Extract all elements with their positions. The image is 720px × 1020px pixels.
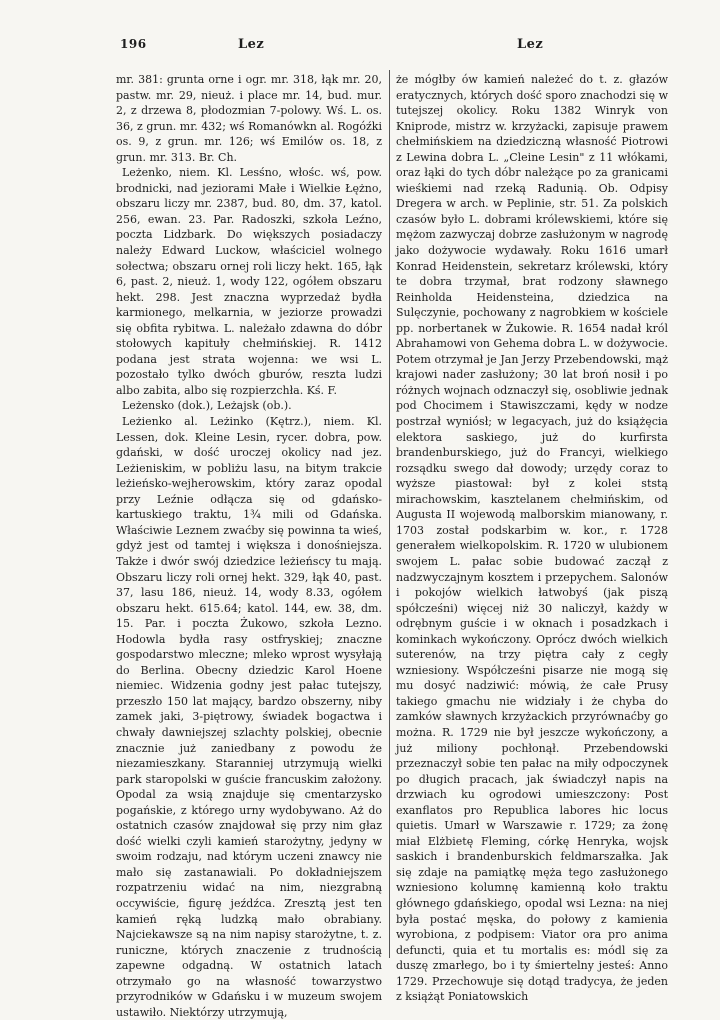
column-rule	[389, 70, 390, 958]
entry-continuation: że mógłby ów kamień należeć do t. z. głazów eratycznych, których dość sporo znachodzi się w tutejszej okolicy. Roku 1382 Winryk von Kniprode, mistrz w. krzyżacki, zapisuje prawem chełmińskiem na dziedziczną własność Piotrowi z Lewina dobra L. „Cleine Lesin" z 11 włókami, oraz łąki do tych dóbr należące po za granicami wieśkiemi nad rzeką Radunią. Ob. Odpisy Dregera w arch. w Peplinie, str. 51. Za polskich czasów było L. dobrami królewskiemi, które się mężom zazwyczaj dobrze zasłużonym w nagrodę jako dożywocie wydawały. Roku 1616 umarł Konrad Heidenstein, sekretarz królewski, który te dobra trzymał, brat rodzony sławnego Reinholda Heidensteina, dziedzica na Sulęczynie, pochowany z nagrobkiem w kościele pp. norbertanek w Żukowie. R. 1654 nadał król Abrahamowi von Gehema dobra L. w dożywocie. Potem otrzymał je Jan Jerzy Przebendowski, mąż krajowi nader zasłużony; 30 lat broń nosił i po różnych wojnach odznaczył się, osobliwie jednak pod Chocimem i Stawiszczami, kędy w nodze postrzał wyniósł; w legacyach, już do książęcia elektora saskiego, już do kurfirsta brandenburskiego, już do Francyi, wielkiego rozsądku swego dał dowody; urzędy coraz to wyższe piastował: był z kolei ststą mirachowskim, kasztelanem chełmińskim, od Augusta II wojewodą malborskim mianowany, r. 1703 został podskarbim w. kor., r. 1728 generałem wielkopolskim. R. 1720 w ulubionem swojem L. pałac sobie budować zaczął z nadzwyczajnym kosztem i przepychem. Salonów i pokojów wielkich łatwobyś (jak piszą spółcześni) więcej niż 30 naliczył, każdy w odrębnym guście i w oknach i posadzkach i kominkach wykończony. Oprócz dwóch wielkich suterenów, na trzy piętra cały z cegły wzniesiony. Współcześni pisarze nie mogą się mu dosyć nadziwić: mówią, że całe Prusy takiego gmachu nie widziały i że chyba do zamków sławnych krzyżackich przyrównaćby go można. R. 1729 nie był jeszcze wykończony, a już miliony pochłonął. Przebendowski przeznaczył sobie ten pałac na miły odpoczynek po długich pracach, jak świadczył napis na drzwiach ku ogrodowi umieszczony: Post exanflatos pro Republica labores hic locus quietis. Umarł w Warszawie r. 1729; za żonę miał Elżbietę Fleming, córkę Henryka, wojsk saskich i brandenburskich feldmarszałka. Jak się zdaje na pamiątkę męża tego zasłużonego wzniesiono kolumnę kamienną koło traktu głównego gdańskiego, opodal wsi Lezna: na niej była postać męska, do połowy z kamienia wyrobiona, z podpisem: Viator ora pro anima defuncti, quia et tu mortalis es: módl się za duszę zmarłego, bo i ty śmiertelny jesteś: Anno 1729. Przechowuje się dotąd tradycya, że jeden z książąt Poniatowskich	[396, 73, 668, 1004]
entry-lezenko: Leżenko, niem. Kl. Lesśno, włośc. wś, pow. brodnicki, nad jeziorami Małe i Wielkie Łężno, obszaru liczy mr. 2387, bud. 80, dm. 37, katol. 256, ewan. 23. Par. Radoszki, szkoła Leźno, poczta Lidzbark. Do większych posiadaczy należy Edward Luckow, właściciel wolnego sołectwa; obszaru ornej roli liczy hekt. 165, łąk 6, past. 2, nieuż. 1, wody 122, ogółem obszaru hekt. 298. Jest znaczna wyprzedaż bydła karmionego, melkarnia, w jeziorze prowadzi się obfita rybitwa. L. należało zdawna do dóbr stołowych kapituły chełmińskiej. R. 1412 podana jest strata wojenna: we wsi L. pozostało tylko dwóch gburów, reszta ludzi albo zabita, albo się rozpierzchła. Kś. F.	[116, 166, 382, 397]
entry-paragraph: mr. 381: grunta orne i ogr. mr. 318, łąk mr. 20, pastw. mr. 29, nieuż. i place mr. 14, bud. mur. 2, z drzewa 8, płodozmian 7-polowy. Wś. L. os. 36, z grun. mr. 432; wś Romanówkn al. Rogóźki os. 9, z grun. mr. 126; wś Emilów os. 18, z grun. mr. 313. Br. Ch.	[116, 73, 382, 164]
left-column	[116, 72, 382, 1020]
running-head-right: Lez	[517, 37, 544, 52]
right-column	[396, 72, 668, 1005]
running-head-left: Lez	[238, 37, 265, 52]
entry-lezensko: Leżensko (dok.), Leżajsk (ob.).	[122, 399, 292, 413]
page-number: 196	[120, 37, 147, 51]
entry-lezienko: Leżienko al. Leżinko (Kętrz.), niem. Kl. Lessen, dok. Kleine Lesin, rycer. dobra, pow. gdański, w dość uroczej okolicy nad jez. Leżieniskim, w pobliżu lasu, na bitym trakcie leżieńsko-wejherowskim, który zaraz opodal przy Leźnie odłącza się od gdańsko-kartuskiego traktu, 1¾ mili od Gdańska. Właściwie Leznem zwaćby się powinna ta wieś, gdyż jest od tamtej i większa i donośniejsza. Także i dwór swój dziedzice leżieńscy tu mają. Obszaru liczy roli ornej hekt. 329, łąk 40, past. 37, lasu 186, nieuż. 14, wody 8.33, ogółem obszaru hekt. 615.64; katol. 144, ew. 38, dm. 15. Par. i poczta Żukowo, szkoła Lezno. Hodowla bydła rasy ostfryskiej; znaczne gospodarstwo mleczne; mleko wprost wysyłają do Berlina. Obecny dziedzic Karol Hoene niemiec. Widzenia godny jest pałac tutejszy, przeszło 150 lat mający, bardzo obszerny, niby zamek jaki, 3-piętrowy, świadek bogactwa i chwały dawniejszej szlachty polskiej, obecnie znacznie już zaniedbany z powodu że niezamieszkany. Staranniej utrzymują wielki park staropolski w guście francuskim założony. Opodal za wsią znajduje się cmentarzysko pogańskie, z którego urny wydobywano. Aż do ostatnich czasów znajdował się przy nim głaz dość wielki czyli kamień starożytny, jedyny w swoim rodzaju, nad którym uczeni znawcy nie mało się zastanawiali. Po dokładniejszem rozpatrzeniu widać na nim, niezgrabną occywiście, figurę jeźdźca. Zresztą jest ten kamień ręką ludzką mało obrabiany. Najciekawsze są na nim napisy starożytne, t. z. runiczne, których znaczenie z trudnością zapewne odgadną. W ostatnich latach otrzymało go na własność towarzystwo przyrodników w Gdańsku i w muzeum swojem ustawiło. Niektórzy utrzymują,	[116, 415, 382, 1019]
